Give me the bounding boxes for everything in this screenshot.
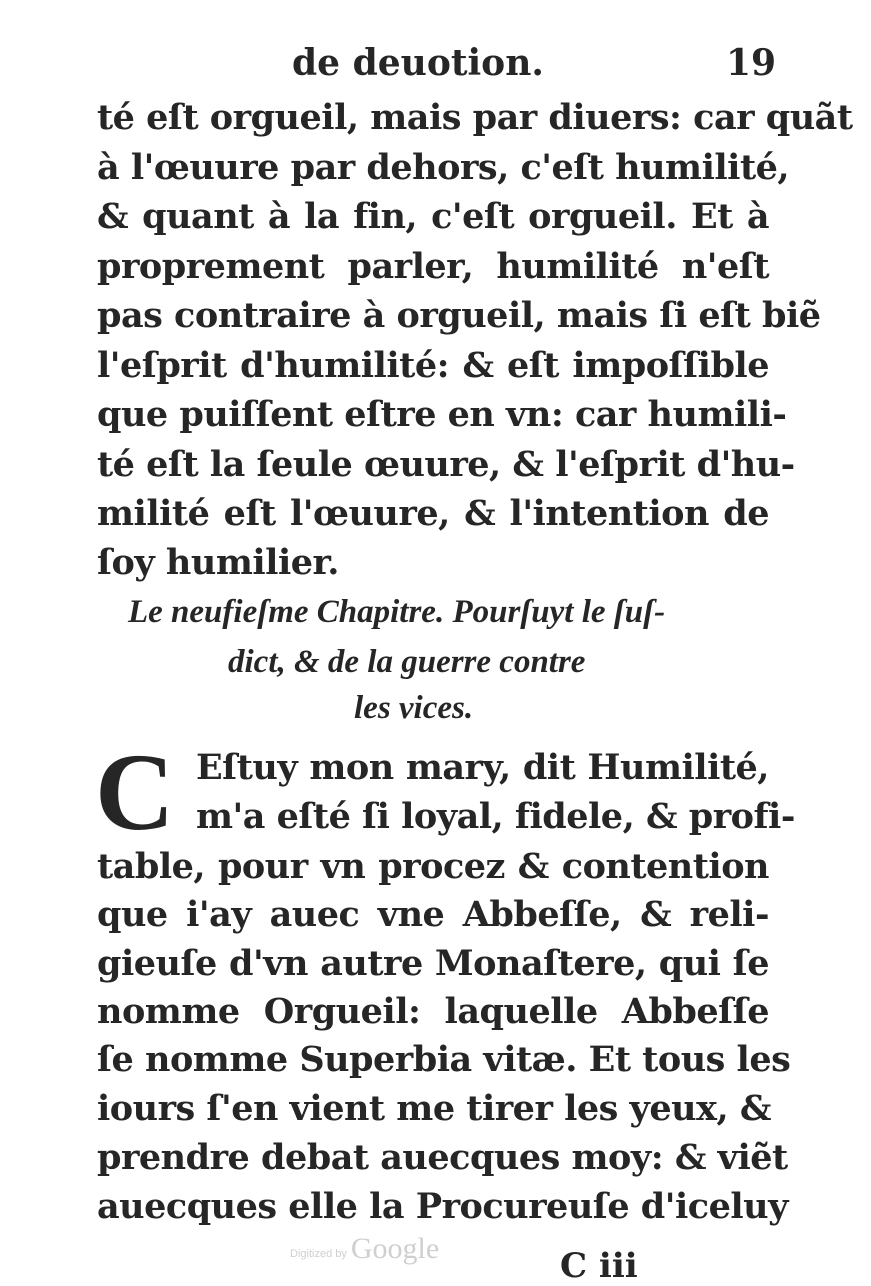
running-title: de deuotion. [292,42,544,84]
text-line: proprement parler, humilité n'eſt [97,246,769,287]
text-line: & quant à la fin, c'eſt orgueil. Et à [97,196,769,237]
text-line: ſe nomme Superbia vitæ. Et tous les [97,1039,791,1080]
text-line: que puiſſent eſtre en vn: car humili- [97,394,787,435]
text-line: Eſtuy mon mary, dit Humilité, [196,747,769,788]
watermark-brand: Google [350,1232,440,1265]
text-line: milité eſt l'œuure, & l'intention de [97,493,769,534]
text-line: iours ſ'en vient me tirer les yeux, & [97,1088,771,1129]
google-watermark [290,1232,439,1271]
watermark-prefix: Digitized by [290,1248,347,1261]
text-line: gieuſe d'vn autre Monaſtere, qui ſe [97,943,769,984]
text-line: prendre debat auecques moy: & viẽt [97,1137,788,1178]
text-line: auecques elle la Procureuſe d'iceluy [97,1186,788,1227]
text-line: té eſt la ſeule œuure, & l'eſprit d'hu- [97,444,795,485]
text-line: m'a eſté ſi loyal, fidele, & profi- [196,796,795,837]
text-line: té eſt orgueil, mais par diuers: car quãt [97,97,853,138]
text-line: que i'ay auec vne Abbeſſe, & reli- [97,894,769,935]
heading-line: dict, & de la guerre contre [228,644,586,680]
text-line: table, pour vn procez & contention [97,846,769,887]
drop-cap: C [95,731,175,853]
page-number: 19 [726,42,777,84]
catchword-signature: C iii [560,1246,638,1286]
text-line: l'eſprit d'humilité: & eſt impoſſible [97,345,769,386]
text-line: nomme Orgueil: laquelle Abbeſſe [97,991,769,1032]
heading-line: Le neufieſme Chapitre. Pourſuyt le ſuſ- [128,594,666,630]
heading-line: les vices. [354,690,474,726]
text-line: ſoy humilier. [97,542,339,583]
text-line: à l'œuure par dehors, c'eſt humilité, [97,147,790,188]
text-line: pas contraire à orgueil, mais ſi eſt biẽ [97,295,821,336]
